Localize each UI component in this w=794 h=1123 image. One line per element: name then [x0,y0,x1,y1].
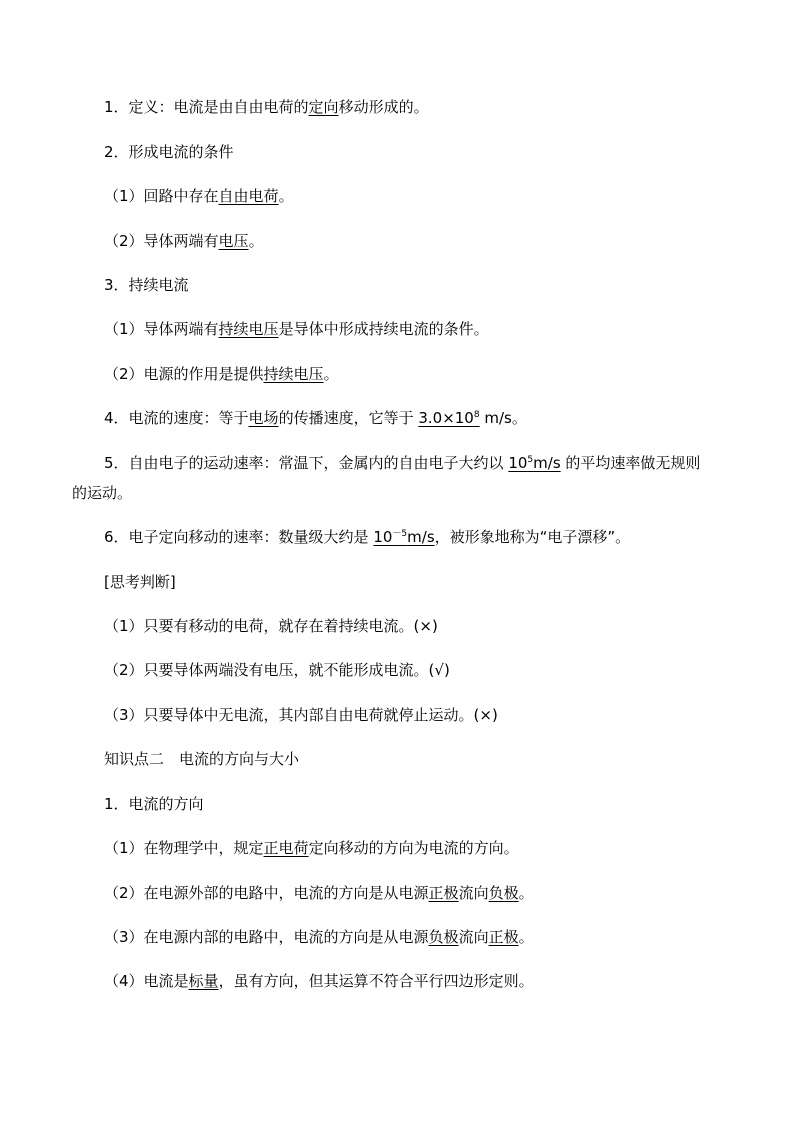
direction-item: （1）在物理学中，规定正电荷定向移动的方向为电流的方向。 [104,839,519,857]
direction-item: （4）电流是标量，虽有方向，但其运算不符合平行四边形定则。 [104,972,534,990]
underlined-term: 电场 [248,409,279,427]
direction-item: （3）在电源内部的电路中，电流的方向是从电源负极流向正极。 [104,928,534,946]
underlined-term: 正极 [428,884,459,902]
think-judge-heading: [思考判断] [104,573,176,591]
condition-item: （1）回路中存在自由电荷。 [104,187,294,205]
judgement-item: （3）只要导体中无电流，其内部自由电荷就停止运动。(×) [104,706,498,724]
definition-paragraph: 1．定义：电流是由自由电荷的定向移动形成的。 [104,98,429,116]
section-heading: 3．持续电流 [104,276,189,294]
judgement-item: （2）只要导体两端没有电压，就不能形成电流。(√) [104,661,450,679]
underlined-term: 负极 [428,928,459,946]
drift-speed-paragraph: 6．电子定向移动的速率：数量级大约是 $10^{-5}m/s$，被形象地称为“电子漂移”。 [104,528,631,546]
underlined-value: $10^{-5}m/s$ [373,528,435,546]
direction-item: （2）在电源外部的电路中，电流的方向是从电源正极流向负极。 [104,884,534,902]
underlined-term: 电压 [218,232,249,250]
underlined-term: 标量 [188,972,219,990]
knowledge-point-heading: 知识点二 电流的方向与大小 [104,750,300,768]
condition-item: （2）导体两端有电压。 [104,232,264,250]
condition-item: （1）导体两端有持续电压是导体中形成持续电流的条件。 [104,320,489,338]
current-speed-paragraph: 4．电流的速度：等于电场的传播速度，它等于 $3.0\times 10^8$ m/s。 [104,409,527,427]
underlined-value: $10^5m/s$ [508,454,561,472]
condition-item: （2）电源的作用是提供持续电压。 [104,365,339,383]
electron-speed-paragraph: 5．自由电子的运动速率：常温下，金属内的自由电子大约以 $10^5m/s$ 的平均速率做无规则 [104,454,701,472]
section-heading: 1．电流的方向 [104,795,204,813]
judgement-item: （1）只要有移动的电荷，就存在着持续电流。(×) [104,617,438,635]
underlined-term: 负极 [488,884,519,902]
underlined-term: 持续电压 [263,365,324,383]
underlined-term: 自由电荷 [218,187,279,205]
underlined-value: $3.0\times 10^8$ [418,409,480,427]
electron-speed-continuation: 的运动。 [72,484,133,502]
underlined-term: 正电荷 [263,839,309,857]
underlined-term: 正极 [488,928,519,946]
section-heading: 2．形成电流的条件 [104,143,234,161]
underlined-term: 定向 [308,98,339,116]
underlined-term: 持续电压 [218,320,279,338]
